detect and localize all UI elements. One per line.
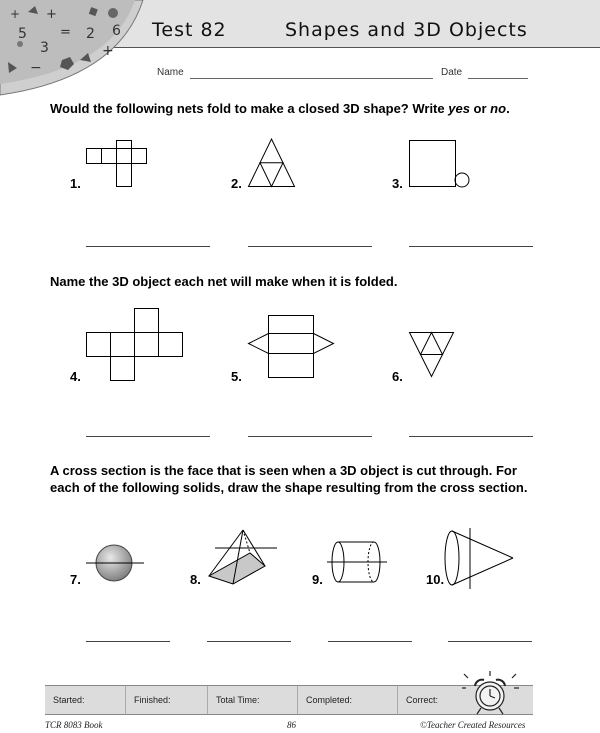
alarm-clock-icon <box>462 668 520 720</box>
page-title: Shapes and 3D Objects <box>285 19 528 41</box>
item-number: 5. <box>231 369 242 384</box>
svg-text:+: + <box>102 43 114 59</box>
item-number: 7. <box>70 572 81 587</box>
item-number: 1. <box>70 176 81 191</box>
item-number: 4. <box>70 369 81 384</box>
name-label: Name <box>157 67 184 78</box>
scoring-bar <box>45 685 533 715</box>
svg-text:−: − <box>30 60 42 76</box>
item-number: 9. <box>312 572 323 587</box>
svg-text:+: + <box>10 7 21 21</box>
answer-line[interactable] <box>86 246 210 247</box>
tetrahedron-net-figure <box>248 138 296 188</box>
pyramid-figure <box>205 528 279 586</box>
prism-net-figure <box>248 315 334 379</box>
cross-net-figure <box>86 308 184 382</box>
test-label: Test 82 <box>152 19 227 41</box>
answer-line[interactable] <box>86 641 170 642</box>
svg-text:2: 2 <box>86 26 95 42</box>
total-time-field[interactable]: Total Time: <box>207 686 297 714</box>
item-number: 10. <box>426 572 445 587</box>
section3-instruction: A cross section is the face that is seen when a 3D object is cut through. For each of the following solids, draw the shape resulting from the cross section. <box>50 463 528 495</box>
name-field[interactable] <box>190 78 433 79</box>
item-number: 3. <box>392 176 403 191</box>
answer-line[interactable] <box>328 641 412 642</box>
correct-field[interactable]: Correct: <box>397 686 533 714</box>
item-number: 6. <box>392 369 403 384</box>
section1-instruction: Would the following nets fold to make a closed 3D shape? Write yes or no. <box>50 101 510 116</box>
date-field[interactable] <box>468 78 528 79</box>
answer-line[interactable] <box>409 436 533 437</box>
svg-text:+: + <box>46 7 57 22</box>
answer-line[interactable] <box>248 436 372 437</box>
cube-net-figure <box>86 140 152 188</box>
finished-field[interactable]: Finished: <box>125 686 207 714</box>
square-circle-net-figure <box>409 140 471 190</box>
svg-text:5: 5 <box>18 26 27 42</box>
sphere-figure <box>86 540 146 586</box>
book-code: TCR 8083 Book <box>45 720 103 730</box>
answer-line[interactable] <box>409 246 533 247</box>
answer-line[interactable] <box>86 436 210 437</box>
triangle-net-figure <box>409 332 455 378</box>
item-number: 8. <box>190 572 201 587</box>
svg-text:3: 3 <box>40 40 49 56</box>
svg-text:=: = <box>60 25 71 40</box>
publisher: ©Teacher Created Resources <box>420 720 526 730</box>
answer-line[interactable] <box>248 246 372 247</box>
math-symbols-logo <box>0 0 150 100</box>
cylinder-figure <box>327 538 389 588</box>
item-number: 2. <box>231 176 242 191</box>
date-label: Date <box>441 67 463 78</box>
answer-line[interactable] <box>448 641 532 642</box>
page-number: 86 <box>287 720 296 730</box>
answer-line[interactable] <box>207 641 291 642</box>
cone-figure <box>440 528 516 590</box>
started-field[interactable]: Started: <box>53 695 85 705</box>
svg-text:6: 6 <box>112 23 121 39</box>
section2-instruction: Name the 3D object each net will make when it is folded. <box>50 274 398 289</box>
completed-field[interactable]: Completed: <box>297 686 397 714</box>
